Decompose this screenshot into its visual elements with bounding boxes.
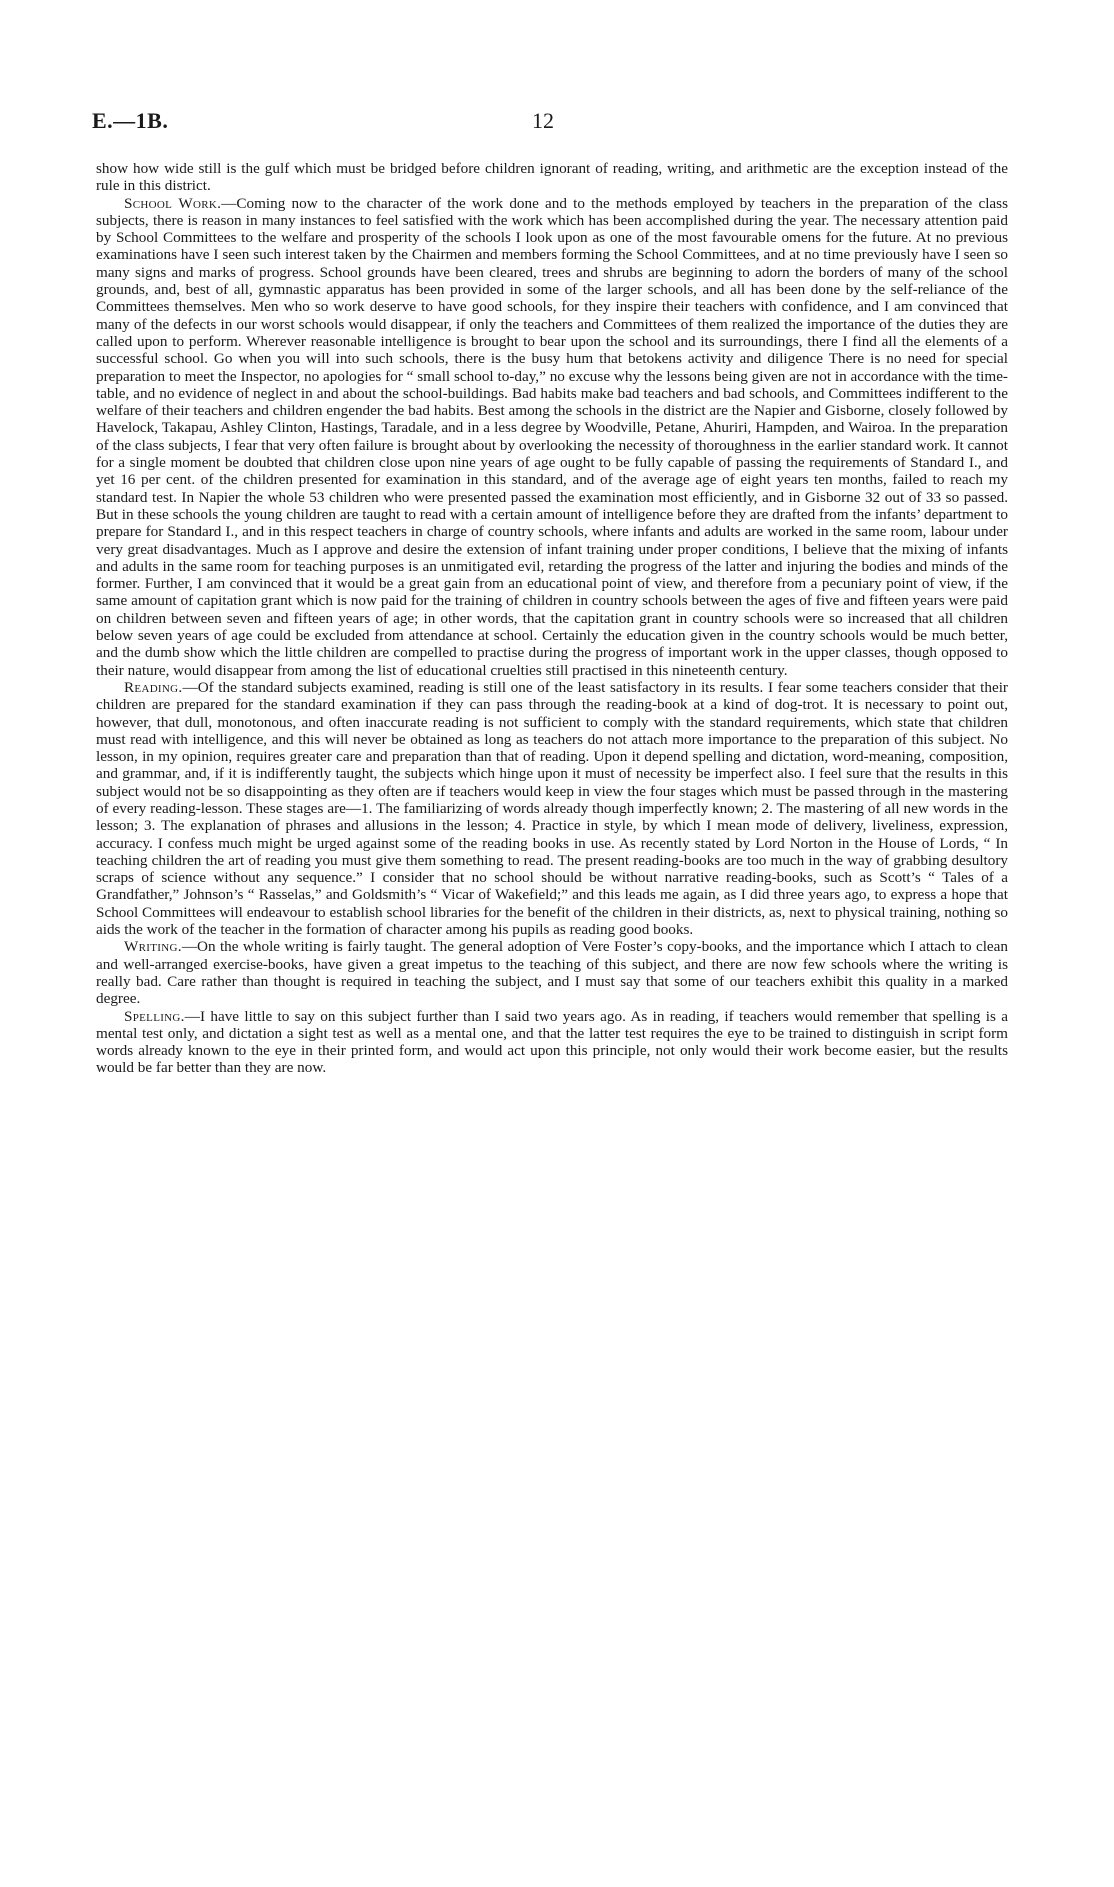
paragraph-heading: School Work. xyxy=(124,194,222,212)
paragraph-heading: Spelling. xyxy=(124,1007,185,1025)
paragraph-text: —Coming now to the character of the work done and to the methods employed by teachers in the preparation of the class subjects, there is reason in many instances to feel satisfied with the work which has been accomplished during the year. The necessary attention paid by School Committees to the welfare and prosperity of the schools I look upon as one of the most favourable omens for the future. At no previous examinations have I seen such interest taken by the Chairmen and members forming the School Committees, and at no time previously have I seen so many signs and marks of progress. School grounds have been cleared, trees and shrubs are beginning to adorn the borders of many of the school grounds, and, best of all, gymnastic apparatus has been provided in some of the larger schools, and all has been done by the self-reliance of the Committees themselves. Men who so work deserve to have good schools, for they inspire their teachers with confidence, and I am convinced that many of the defects in our worst schools would disappear, if only the teachers and Committees of them realized the importance of the duties they are called upon to perform. Wherever reasonable intelligence is brought to bear upon the school and its surroundings, there I find all the elements of a successful school. Go when you will into such schools, there is the busy hum that betokens activity and diligence There is no need for special preparation to meet the Inspector, no apologies for “ small school to-day,” no excuse why the lessons being given are not in accordance with the time-table, and no evidence of neglect in and about the school-buildings. Bad habits make bad teachers and bad schools, and Committees indifferent to the welfare of their teachers and children engender the bad habits. Best among the schools in the district are the Napier and Gisborne, closely followed by Havelock, Takapau, Ashley Clinton, Hastings, Taradale, and in a less degree by Woodville, Petane, Ahuriri, Hampden, and Wairoa. In the preparation of the class subjects, I fear that very often failure is brought about by overlooking the necessity of thoroughness in the earlier standard work. It cannot for a single moment be doubted that children close upon nine years of age ought to be fully capable of passing the requirements of Standard I., and yet 16 per cent. of the children presented for examination in this standard, and of the average age of eight years ten months, failed to reach my standard test. In Napier the whole 53 children who were presented passed the examination most efficiently, and in Gisborne 32 out of 33 so passed. But in these schools the young children are taught to read with a certain amount of intelligence before they are drafted from the infants’ department to prepare for Standard I., and in this respect teachers in charge of country schools, where infants and adults are worked in the same room, labour under very great disadvantages. Much as I approve and desire the extension of infant training under proper conditions, I believe that the mixing of infants and adults in the same room for teaching purposes is an unmitigated evil, retarding the progress of the latter and injuring the bodies and minds of the former. Further, I am convinced that it would be a great gain from an educational point of view, and therefore from a pecuniary point of view, if the same amount of capitation grant which is now paid for the training of children in country schools between the ages of five and fifteen years were paid on children between seven and fifteen years of age; in other words, that the capitation grant in country schools were so increased that all children below seven years of age could be excluded from attendance at school. Certainly the education given in the country schools would be much better, and the dumb show which the little children are compelled to practise during the progress of important work in the upper classes, though opposed to their nature, would disappear from among the list of educational cruelties still practised in this nineteenth century. xyxy=(96,194,1008,679)
paragraph-text: —I have little to say on this subject further than I said two years ago. As in reading, if teachers would remember that spelling is a mental test only, and dictation a sight test as well as a mental one, and that the latter test requires the eye to be trained to distinguish in script form words already known to the eye in their printed form, and would act upon this principle, not only would their work become easier, but the results would be far better than they are now. xyxy=(96,1007,1008,1077)
paragraph-text: —On the whole writing is fairly taught. The general adoption of Vere Foster’s copy-books, and the importance which I attach to clean and well-arranged exercise-books, have given a great impetus to the teaching of this subject, and there are now few schools where the writing is really bad. Care rather than thought is required in teaching the subject, and I must say that some of our teachers exhibit this quality in a marked degree. xyxy=(96,938,1008,1008)
paragraph-text: show how wide still is the gulf which must be bridged before children ignorant of reading, writing, and arithmetic are the exception instead of the rule in this district. xyxy=(96,160,1008,195)
paragraph-writing xyxy=(96,938,1008,1007)
report-body xyxy=(96,160,1008,1077)
page-number: 12 xyxy=(532,108,554,133)
paragraph-reading xyxy=(96,679,1008,938)
paragraph-continuation xyxy=(96,160,1008,195)
document-code: E.—1B. xyxy=(92,108,169,133)
paragraph-text: —Of the standard subjects examined, reading is still one of the least satisfactory in its results. I fear some teachers consider that their children are prepared for the standard examination if they can pass through the reading-book at a kind of dog-trot. It is necessary to point out, however, that dull, monotonous, and often inaccurate reading is not sufficient to comply with the standard requirements, which state that children must read with intelligence, and this will never be obtained as long as teachers do not attach more importance to the preparation of this subject. No lesson, in my opinion, requires greater care and preparation than that of reading. Upon it depend spelling and dictation, word-meaning, composition, and grammar, and, if it is indifferently taught, the subjects which hinge upon it must of necessity be imperfect also. I feel sure that the results in this subject would not be so disappointing as they often are if teachers would keep in view the four stages which must be passed through in the mastering of every reading-lesson. These stages are—1. The familiarizing of words already though imperfectly known; 2. The mastering of all new words in the lesson; 3. The explanation of phrases and allusions in the lesson; 4. Practice in style, by which I mean mode of delivery, liveliness, expression, accuracy. I confess much might be urged against some of the reading books in use. As recently stated by Lord Norton in the House of Lords, “ In teaching children the art of reading you must give them something to read. The present reading-books are too much in the way of grabbing desultory scraps of science without any sequence.” I consider that no school should be without narrative reading-books, such as Scott’s “ Tales of a Grandfather,” Johnson’s “ Rasselas,” and Goldsmith’s “ Vicar of Wakefield;” and this leads me again, as I did three years ago, to express a hope that School Committees will endeavour to establish school libraries for the benefit of the children in their districts, as, next to physical training, nothing so aids the work of the teacher in the formation of character among his pupils as reading good books. xyxy=(96,678,1008,939)
paragraph-heading: Reading. xyxy=(124,678,183,696)
paragraph-school-work xyxy=(96,195,1008,679)
paragraph-heading: Writing. xyxy=(124,938,182,956)
page-header xyxy=(92,108,1022,138)
paragraph-spelling xyxy=(96,1008,1008,1077)
